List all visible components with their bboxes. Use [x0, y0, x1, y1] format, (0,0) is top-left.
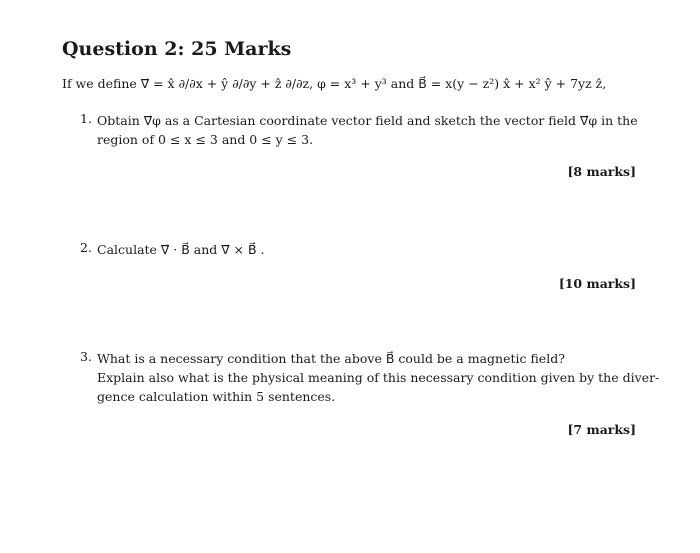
- question-3-line: What is a necessary condition that the above B⃗ could be a magnetic field?: [97, 351, 565, 366]
- question-3-line: gence calculation within 5 sentences.: [97, 389, 336, 404]
- question-3-marks: [7 marks]: [567, 422, 636, 437]
- question-intro: If we define ∇⃗ = x̂ ∂/∂x + ŷ ∂/∂y + ẑ ∂/∂z, φ = x³ + y³ and B⃗ = x(y − z²) x̂ + x² ŷ + 7yz ẑ,: [62, 76, 607, 91]
- question-1-line: Obtain ∇⃗φ as a Cartesian coordinate vector field and sketch the vector field ∇⃗φ in the: [97, 113, 638, 128]
- question-2-number: 2.: [80, 240, 92, 255]
- question-1-line: region of 0 ≤ x ≤ 3 and 0 ≤ y ≤ 3.: [97, 132, 314, 147]
- question-2-text: [97, 240, 265, 259]
- question-3-line: Explain also what is the physical meaning of this necessary condition given by the diver-: [97, 370, 660, 385]
- question-1-text: [97, 111, 645, 149]
- question-2-line: Calculate ∇⃗ · B⃗ and ∇⃗ × B⃗ .: [97, 242, 265, 257]
- question-3-number: 3.: [80, 349, 92, 364]
- question-3-text: [97, 349, 660, 406]
- question-1-number: 1.: [80, 111, 92, 126]
- question-title: Question 2: 25 Marks: [62, 38, 292, 60]
- question-2-marks: [10 marks]: [558, 276, 636, 291]
- question-1-marks: [8 marks]: [567, 164, 636, 179]
